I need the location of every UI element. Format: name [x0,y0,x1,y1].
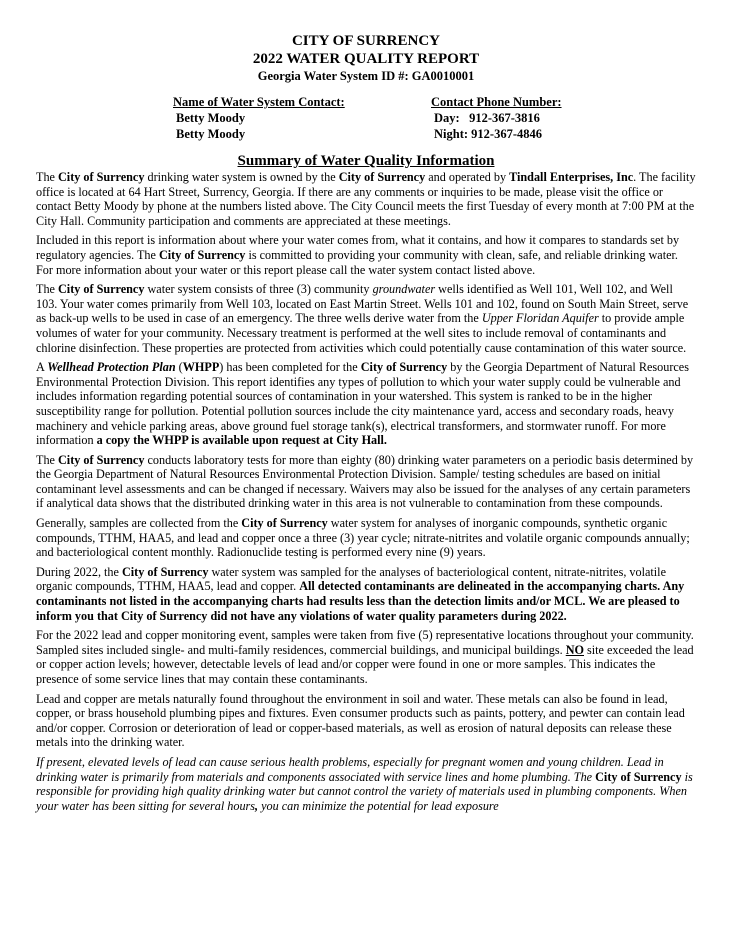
city-title: CITY OF SURRENCY [291,33,441,49]
summary-title: Summary of Water Quality Information [237,153,495,169]
contact-block [36,94,696,142]
contact-name-2: Betty Moody [176,127,246,141]
contact-phone-column [431,94,562,142]
paragraph-ownership: The City of Surrency drinking water system is owned by the City of Surrency and operated by Tindall Enterprises, Inc. The facility office is located at 64 Hart Street, Surrency, Georgia. If there are any comments or inquiries to be made, please visit the office or contact Betty Moody by phone at the numbers listed above. The City Council meets the first Tuesday of every month at 7:00 PM at the City Hall. Community participation and comments are appreciated at these meetings. [36,170,696,228]
contact-phone-day: Day: 912-367-3816 [434,111,540,125]
paragraph-report-intro: Included in this report is information about where your water comes from, what it contains, and how it compares to standards set by regulatory agencies. The City of Surrency is committed to providing your community with clean, safe, and reliable drinking water. For more information about your water or this report please call the water system contact listed above. [36,233,680,277]
paragraph-2022-results: During 2022, the City of Surrency water system was sampled for the analyses of bacteriological content, nitrate-nitrites, volatile organic compounds, TTHM, HAA5, lead and copper. All detected contaminants are delineated in the accompanying charts. Any contaminants not listed in the accompanying charts had results less than the detection limits and/or MCL. We are pleased to inform you that City of Surrency did not have any violations of water quality parameters during 2022. [36,564,685,623]
paragraph-lead-copper-monitoring: For the 2022 lead and copper monitoring event, samples were taken from five (5) representative locations throughout your community. Sampled sites included single- and multi-family residences, commercial buildings, and municipal buildings. NO site exceeded the lead or copper action levels; however, detectable levels of lead and/or copper were found in one or more samples. This indicates the presence of some service lines that may contain these contaminants. [36,628,694,686]
paragraph-lead-health-warning: If present, elevated levels of lead can cause serious health problems, especially for pregnant women and young children. Lead in drinking water is primarily from materials and components associated with service lines and home plumbing. The City of Surrency is responsible for providing high quality drinking water but cannot control the variety of materials used in plumbing components. When your water has been sitting for several hours, you can minimize the potential for lead exposure [36,754,693,813]
contact-phone-night: Night: 912-367-4846 [434,127,542,141]
paragraph-wellhead-protection: A Wellhead Protection Plan (WHPP) has been completed for the City of Surrency by the Georgia Department of Natural Resources Environmental Protection Division. This report identifies any types of pollution to which your water supply could be vulnerable and includes information regarding potential sources of contamination in your watershed. This system is ranked to be in the higher susceptibility range for pollution. Potential pollution sources include the city maintenance yard, access and secondary roads, heavy machinery and vehicle parking areas, above ground fuel storage tank(s), electrical transformers, and stormwater runoff. For more information a copy the WHPP is available upon request at City Hall. [36,360,689,448]
contact-name-1: Betty Moody [176,111,246,125]
paragraph-sampling-schedule: Generally, samples are collected from the City of Surrency water system for analyses of inorganic compounds, synthetic organic compounds, TTHM, HAA5, and lead and copper once a three (3) year cycle; nitrate-nitrites and volatile organic compounds annually; and bacteriological content monthly. Radionuclide testing is performed every nine (9) years. [36,516,690,560]
contact-name-column [173,94,431,142]
paragraph-laboratory-tests: The City of Surrency conducts laboratory tests for more than eighty (80) drinking water parameters on a periodic basis determined by the Georgia Department of Natural Resources Environmental Protection Division. Sample/ testing schedules are based on initial contaminant level assessments and can be changed if necessary. Waivers may also be issued for the analyses of any certain parameters if analytical data shows that the distributed drinking water in this area is not vulnerable to contamination from these compounds. [36,452,694,511]
contact-name-header: Name of Water System Contact: [173,95,345,109]
system-id: Georgia Water System ID #: GA0010001 [257,69,475,83]
contact-phone-header: Contact Phone Number: [431,95,562,109]
paragraph-lead-copper-sources: Lead and copper are metals naturally found throughout the environment in soil and water. These metals can also be found in lead, copper, or brass household plumbing pipes and fixtures. Even consumer products such as paints, pottery, and pewter can contain lead and/or copper. Corrosion or deterioration of lead or copper-based materials, as well as erosion of natural deposits can release these metals into the drinking water. [36,691,685,750]
paragraph-water-source: The City of Surrency water system consists of three (3) community groundwater wells identified as Well 101, Well 102, and Well 103. Your water comes primarily from Well 103, located on East Martin Street. Wells 101 and 102, found on South Main Street, serve as back-up wells to be used in case of an emergency. The three wells derive water from the Upper Floridan Aquifer to provide ample volumes of water for your community. Necessary treatment is performed at the well sites to include removal of contaminants and chlorine disinfection. These properties are protected from activities which could potentially cause contamination of this water source. [36,282,689,355]
report-title: 2022 WATER QUALITY REPORT [252,51,480,67]
